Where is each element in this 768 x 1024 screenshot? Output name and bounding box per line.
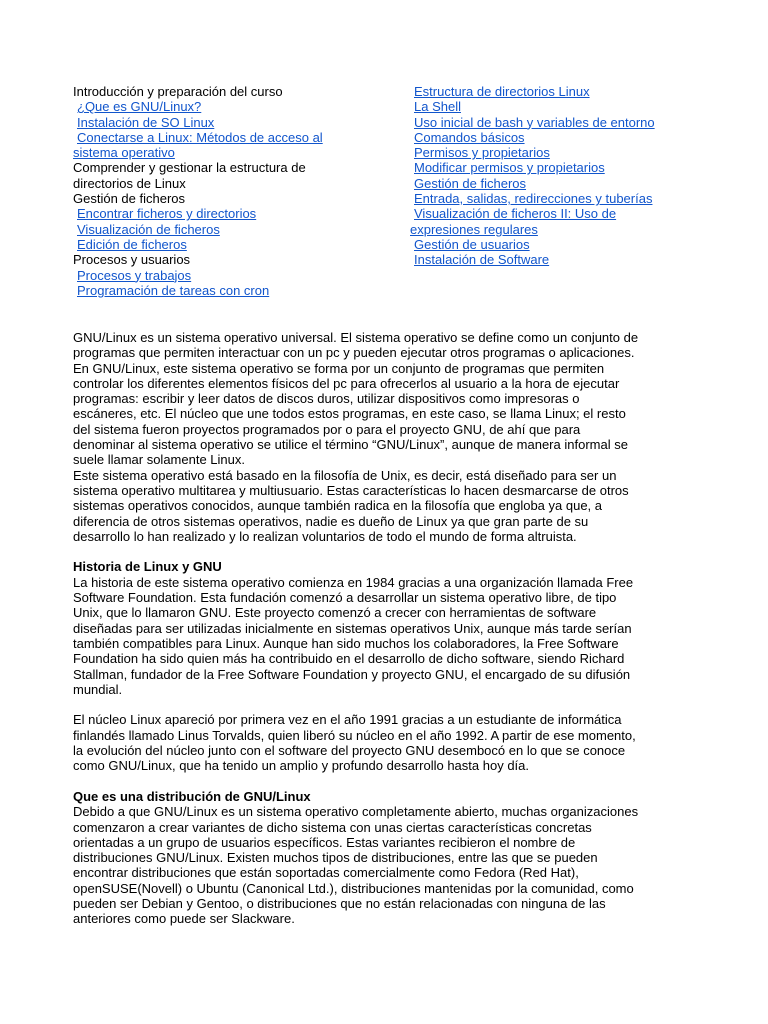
intro-line-3: controlar los diferentes elementos físicos del pc para ofrecerlos al usuario a la hora de ejecutar [73, 375, 620, 391]
toc-left-column [73, 84, 373, 298]
toc-left-item-4[interactable]: sistema operativo [73, 145, 175, 161]
history2-line-1: finlandés llamado Linus Torvalds, quien liberó su núcleo en el año 1992. A partir de ese momento, [73, 727, 636, 743]
toc-left-item-2[interactable]: Instalación de SO Linux [77, 114, 215, 130]
toc-right-item-9[interactable]: expresiones regulares [410, 221, 538, 237]
toc-left-item-9[interactable]: Visualización de ficheros [77, 221, 220, 237]
history1-line-6: Stallman, fundador de la Free Software Foundation y proyecto GNU, el encargado de su difusión [73, 666, 631, 682]
distro-paragraph [73, 804, 695, 926]
intro-line-5: escáneres, etc. El núcleo que une todos estos programas, en este caso, se llama Linux; el resto [73, 406, 626, 422]
intro-line-8: suele llamar solamente Linux. [73, 452, 245, 468]
intro-line-11: sistemas operativos conocidos, aunque también radica en la filosofía que engloba ya que, a [73, 498, 603, 514]
history1-line-2: Unix, que lo llamaron GNU. Este proyecto comenzó a crecer con herramientas de software [73, 605, 597, 621]
toc-left-item-6: directorios de Linux [73, 175, 186, 191]
toc-right-item-6[interactable]: Gestión de ficheros [414, 175, 527, 191]
intro-line-1: programas que permiten interactuar con un pc y pueden ejecutar otros programas o aplicaciones. [73, 345, 635, 361]
distro-line-7: anteriores como puede ser Slackware. [73, 911, 295, 927]
distro-line-3: distribuciones GNU/Linux. Existen muchos tipos de distribuciones, entre las que se pueden [73, 850, 598, 866]
toc-right-item-8[interactable]: Visualización de ficheros II: Uso de [414, 206, 617, 222]
toc-left-item-12[interactable]: Procesos y trabajos [77, 267, 192, 283]
distro-line-5: openSUSE(Novell) o Ubuntu (Canonical Ltd.), distribuciones mantenidas por la comunidad, como [73, 880, 634, 896]
toc-right-column [410, 84, 710, 268]
toc-right-item-1[interactable]: La Shell [414, 99, 461, 115]
toc-right-item-10[interactable]: Gestión de usuarios [414, 236, 530, 252]
toc-left-item-0: Introducción y preparación del curso [73, 84, 283, 99]
toc-right-item-11[interactable]: Instalación de Software [414, 252, 550, 268]
history1-line-3: diseñadas para ser utilizadas inicialmente en sistemas operativos Unix, aunque más tarde serían [73, 620, 632, 636]
history2-line-0: El núcleo Linux apareció por primera vez en el año 1991 gracias a un estudiante de informática [73, 712, 622, 728]
history-paragraph-1 [73, 575, 695, 697]
intro-line-13: desarrollo lo han realizado y lo realizan voluntarios de todo el mundo de forma altruista. [73, 528, 577, 544]
intro-line-0: GNU/Linux es un sistema operativo universal. El sistema operativo se define como un conjunto de [73, 330, 639, 345]
distro-line-2: orientadas a un grupo de usuarios específicos. Estas variantes recibieron el nombre de [73, 834, 576, 850]
intro-line-9: Este sistema operativo está basado en la filosofía de Unix, es decir, está diseñado para ser un [73, 467, 617, 483]
toc-left-item-10[interactable]: Edición de ficheros [77, 236, 187, 252]
history1-line-4: también compatibles para Linux. Aunque han sido muchos los colaboradores, la Free Software [73, 635, 619, 651]
history1-line-7: mundial. [73, 681, 123, 697]
history2-line-3: como GNU/Linux, que ha tenido un amplio y profundo desarrollo hasta hoy día. [73, 758, 529, 774]
toc-left-item-1[interactable]: ¿Que es GNU/Linux? [77, 99, 202, 115]
toc-left-item-7: Gestión de ficheros [73, 191, 186, 207]
history1-line-5: Foundation ha sido quien más ha contribuido en el desarrollo de dicho software, siendo Richard [73, 651, 625, 667]
intro-line-2: En GNU/Linux, este sistema operativo se forma por un conjunto de programas que permiten [73, 360, 605, 376]
toc-left-item-5: Comprender y gestionar la estructura de [73, 160, 306, 176]
toc-left-item-3[interactable]: Conectarse a Linux: Métodos de acceso al [77, 129, 323, 145]
intro-line-4: programas: escribir y leer datos de discos duros, utilizar dispositivos como impresoras o [73, 391, 580, 407]
toc-right-item-7[interactable]: Entrada, salidas, redirecciones y tuberías [414, 191, 653, 207]
history1-line-1: Software Foundation. Esta fundación comenzó a desarrollar un sistema operativo libre, de tipo [73, 590, 617, 606]
toc-right-item-0[interactable]: Estructura de directorios Linux [414, 84, 590, 99]
intro-line-12: diferencia de otros sistemas operativos, nadie es dueño de Linux ya que gran parte de su [73, 513, 589, 529]
distro-line-0: Debido a que GNU/Linux es un sistema operativo completamente abierto, muchas organizaciones [73, 804, 639, 820]
distro-heading: Que es una distribución de GNU/Linux [73, 788, 311, 804]
history2-line-2: la evolución del núcleo junto con el software del proyecto GNU desembocó en lo que se conoce [73, 743, 626, 759]
toc-left-item-13[interactable]: Programación de tareas con cron [77, 282, 270, 298]
history-heading: Historia de Linux y GNU [73, 559, 222, 575]
toc-right-item-4[interactable]: Permisos y propietarios [414, 145, 550, 161]
document-body [73, 330, 695, 927]
distro-line-6: pueden ser Debian y Gentoo, o distribuciones que no están relacionadas con ninguna de las [73, 895, 606, 911]
toc-right-item-2[interactable]: Uso inicial de bash y variables de entorno [414, 114, 655, 130]
history1-line-0: La historia de este sistema operativo comienza en 1984 gracias a una organización llamada Free [73, 574, 634, 590]
toc-left-item-8[interactable]: Encontrar ficheros y directorios [77, 206, 257, 222]
intro-line-7: denominar al sistema operativo se utilice el término “GNU/Linux”, aunque de manera informal se [73, 437, 628, 453]
toc-right-item-5[interactable]: Modificar permisos y propietarios [414, 160, 605, 176]
toc-left-item-11: Procesos y usuarios [73, 252, 191, 268]
intro-line-6: del sistema fueron proyectos programados por o para el proyecto GNU, de ahí que para [73, 421, 581, 437]
intro-line-10: sistema operativo multitarea y multiusuario. Estas características lo hacen desmarcarse de otros [73, 482, 629, 498]
toc-right-item-3[interactable]: Comandos básicos [414, 129, 525, 145]
distro-line-1: comenzaron a crear variantes de dicho sistema con unas ciertas características concretas [73, 819, 592, 835]
distro-line-4: encontrar distribuciones que están soportadas comercialmente como Fedora (Red Hat), [73, 865, 579, 881]
history-paragraph-2 [73, 712, 695, 773]
intro-paragraph [73, 330, 695, 544]
